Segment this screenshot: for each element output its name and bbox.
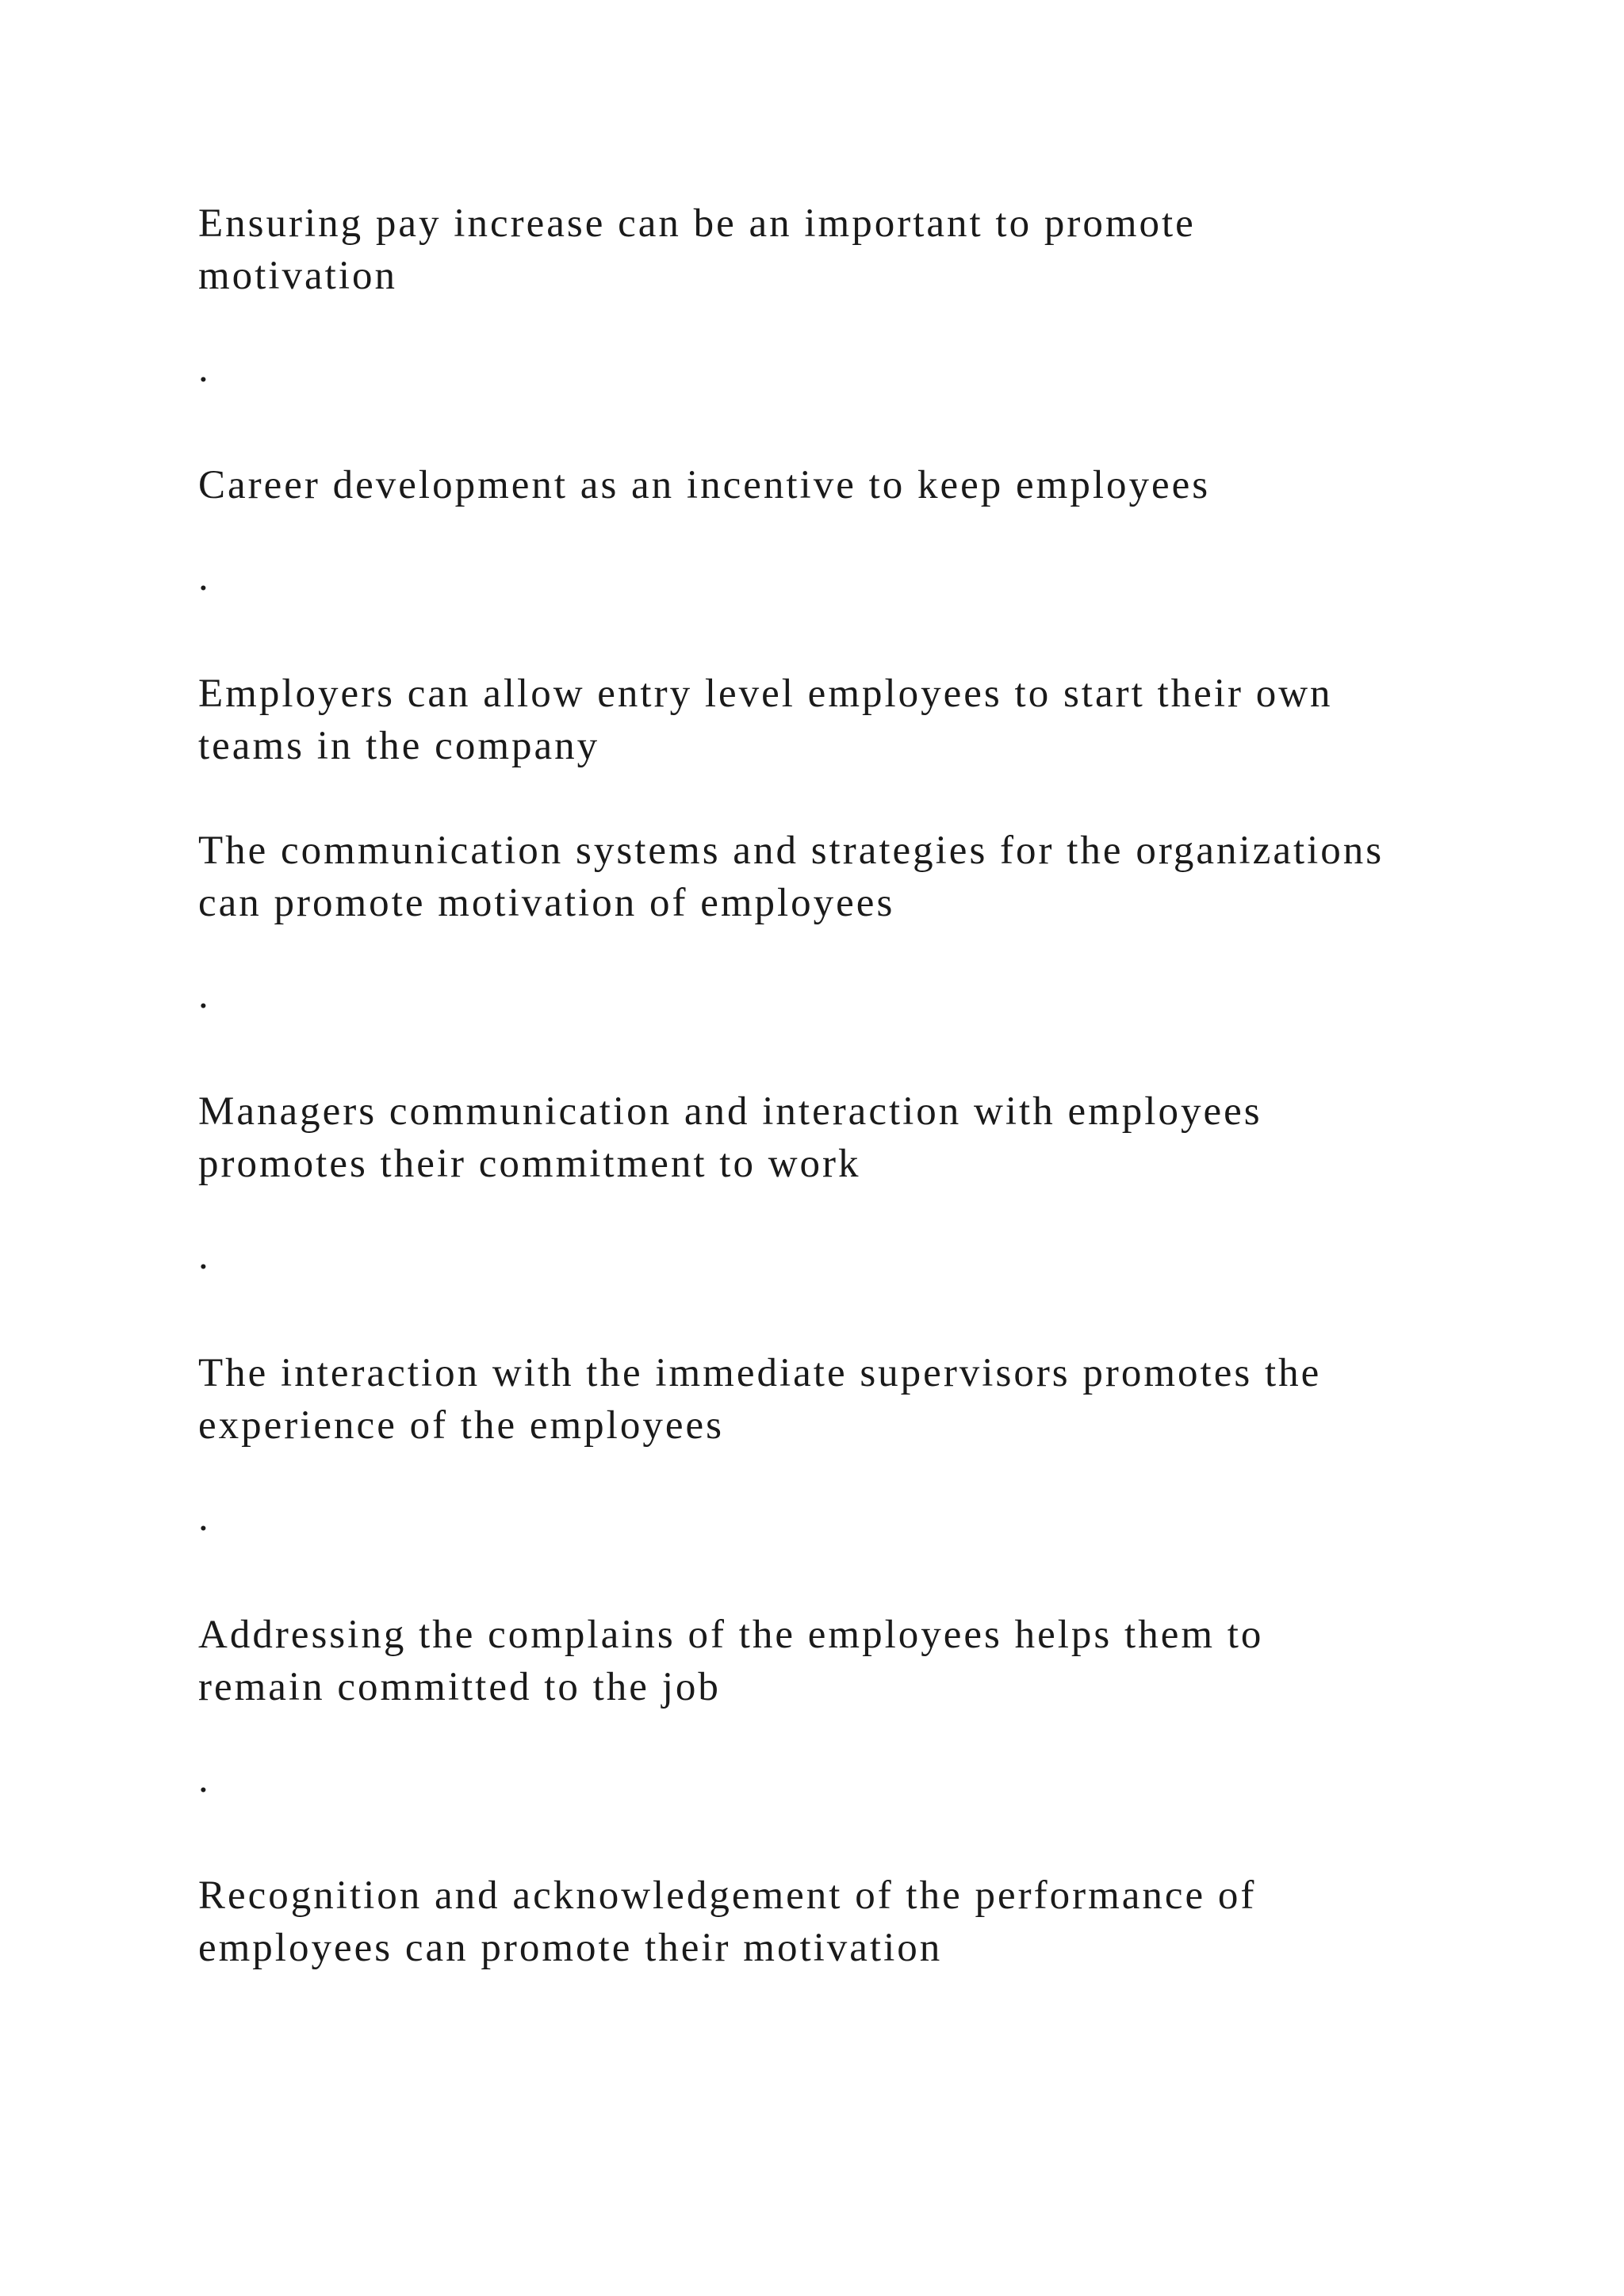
paragraph-supervisor-interaction-line-2: experience of the employees	[198, 1403, 724, 1448]
separator-dot: .	[198, 346, 211, 391]
paragraph-pay-increase-line-1: Ensuring pay increase can be an important to promote	[198, 201, 1196, 246]
paragraph-recognition-line-1: Recognition and acknowledgement of the performance of	[198, 1873, 1257, 1918]
paragraph-addressing-complaints-line-1: Addressing the complains of the employees helps them to	[198, 1613, 1264, 1657]
paragraph-communication-systems-line-1: The communication systems and strategies for the organizations	[198, 828, 1385, 873]
paragraph-career-development-line-1: Career development as an incentive to keep employees	[198, 463, 1211, 507]
separator-dot: .	[198, 1495, 211, 1540]
paragraph-addressing-complaints-line-2: remain committed to the job	[198, 1665, 721, 1709]
paragraph-entry-level-teams-line-2: teams in the company	[198, 724, 600, 768]
paragraph-recognition-line-2: employees can promote their motivation	[198, 1926, 943, 1970]
paragraph-communication-systems-line-2: can promote motivation of employees	[198, 881, 895, 925]
separator-dot: .	[198, 973, 211, 1017]
paragraph-managers-communication-line-1: Managers communication and interaction with employees	[198, 1089, 1262, 1134]
separator-dot: .	[198, 555, 211, 599]
paragraph-pay-increase-line-2: motivation	[198, 254, 397, 298]
separator-dot: .	[198, 1234, 211, 1278]
paragraph-managers-communication-line-2: promotes their commitment to work	[198, 1142, 861, 1186]
separator-dot: .	[198, 1757, 211, 1801]
paragraph-entry-level-teams-line-1: Employers can allow entry level employees to start their own	[198, 672, 1333, 716]
paragraph-supervisor-interaction-line-1: The interaction with the immediate supervisors promotes the	[198, 1351, 1322, 1395]
